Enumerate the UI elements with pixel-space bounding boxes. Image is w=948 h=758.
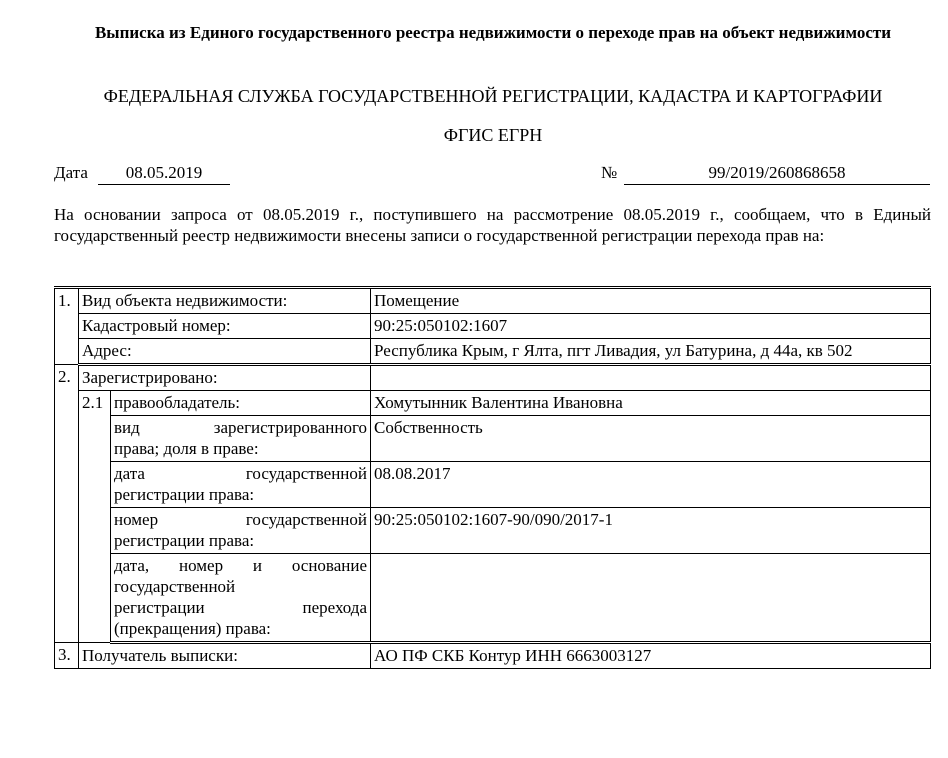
table-row <box>55 416 931 462</box>
table-row <box>55 288 931 314</box>
transfer-basis-label-line3: регистрации перехода <box>114 598 368 617</box>
holder-label: правообладатель: <box>111 391 371 416</box>
table-row <box>55 391 931 416</box>
transfer-basis-label-line1: дата, номер и основание <box>114 556 368 575</box>
agency-name: ФЕДЕРАЛЬНАЯ СЛУЖБА ГОСУДАРСТВЕННОЙ РЕГИСТРАЦИИ, КАДАСТРА И КАРТОГРАФИИ <box>103 86 883 106</box>
number-label: № <box>601 163 618 182</box>
number-value: 99/2019/260868658 <box>624 162 930 185</box>
table-row <box>55 643 931 669</box>
registration-number-label-line2: регистрации права: <box>114 531 255 550</box>
right-type-value: Собственность <box>371 416 931 462</box>
registration-number-label <box>111 508 371 554</box>
registration-number-label-line1: номер государственной <box>114 510 368 529</box>
rights-table <box>54 286 931 669</box>
cadastral-number-value: 90:25:050102:1607 <box>371 314 931 339</box>
table-row <box>55 314 931 339</box>
section3-number: 3. <box>55 643 79 669</box>
transfer-basis-label-line4: (прекращения) права: <box>114 619 271 638</box>
table-row <box>55 365 931 391</box>
system-name: ФГИС ЕГРН <box>443 125 543 145</box>
right-type-label <box>111 416 371 462</box>
registration-date-label <box>111 462 371 508</box>
transfer-basis-value <box>371 554 931 643</box>
table-row <box>55 339 931 365</box>
holder-value: Хомутынник Валентина Ивановна <box>371 391 931 416</box>
registration-number-value: 90:25:050102:1607-90/090/2017-1 <box>371 508 931 554</box>
address-label: Адрес: <box>79 339 371 365</box>
registration-date-label-line2: регистрации права: <box>114 485 255 504</box>
transfer-basis-label <box>111 554 371 643</box>
date-label: Дата <box>54 163 88 182</box>
right-type-label-line2: права; доля в праве: <box>114 439 259 458</box>
object-type-label: Вид объекта недвижимости: <box>79 288 371 314</box>
recipient-label: Получатель выписки: <box>79 643 371 669</box>
subsection-number: 2.1 <box>79 391 111 643</box>
section2-number: 2. <box>55 365 79 643</box>
intro-paragraph: На основании запроса от 08.05.2019 г., поступившего на рассмотрение 08.05.2019 г., сообщаем, что в Единый государственный реестр недвижимости внесены записи о государственной регистрации перехода прав на: <box>54 205 931 245</box>
address-value: Республика Крым, г Ялта, пгт Ливадия, ул Батурина, д 44а, кв 502 <box>371 339 931 365</box>
transfer-basis-label-line2: государственной <box>114 577 236 596</box>
table-row <box>55 462 931 508</box>
object-type-value: Помещение <box>371 288 931 314</box>
registration-date-label-line1: дата государственной <box>114 464 368 483</box>
section1-number: 1. <box>55 288 79 365</box>
registered-value <box>371 365 931 391</box>
table-row <box>55 508 931 554</box>
cadastral-number-label: Кадастровый номер: <box>79 314 371 339</box>
recipient-value: АО ПФ СКБ Контур ИНН 6663003127 <box>371 643 931 669</box>
right-type-label-line1: вид зарегистрированного <box>114 418 368 437</box>
date-value: 08.05.2019 <box>98 162 230 185</box>
table-row <box>55 554 931 643</box>
document-title: Выписка из Единого государственного реестра недвижимости о переходе прав на объект недвижимости <box>94 23 892 42</box>
registered-label: Зарегистрировано: <box>79 365 371 391</box>
registration-date-value: 08.08.2017 <box>371 462 931 508</box>
